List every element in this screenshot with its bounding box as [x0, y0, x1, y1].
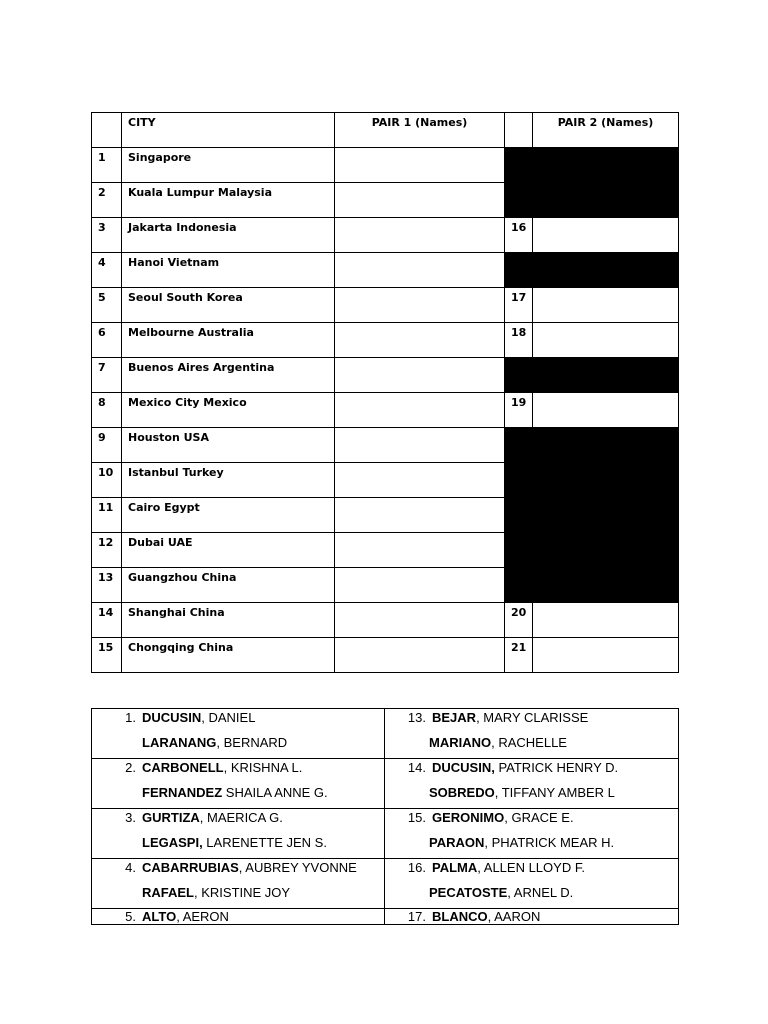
- pair-number: 4.: [125, 860, 136, 875]
- last-name: LARANANG: [142, 734, 217, 750]
- pair2-number-blocked: [505, 428, 533, 463]
- first-name: SHAILA ANNE G.: [222, 784, 328, 800]
- pair2-number-blocked: [505, 498, 533, 533]
- city-row-number: [92, 603, 122, 638]
- pair-member-b: [92, 784, 384, 809]
- pair1-names-cell: [335, 463, 505, 498]
- pair-number: 15.: [407, 810, 426, 825]
- pair2-number: [505, 323, 533, 358]
- first-name: PATRICK HENRY D.: [494, 760, 619, 775]
- city-row-number: [92, 148, 122, 183]
- city-row: [92, 253, 679, 288]
- pair2-number-text: 21: [511, 641, 527, 654]
- pair2-names-cell-blocked: [533, 463, 679, 498]
- city-name: [122, 148, 335, 183]
- pair2-number-text: [505, 148, 532, 151]
- first-name: , PHATRICK MEAR H.: [484, 834, 615, 850]
- last-name: SOBREDO: [429, 784, 495, 800]
- first-name: , AUBREY YVONNE: [238, 860, 357, 875]
- names-row: [92, 859, 679, 909]
- city-row-number: [92, 323, 122, 358]
- last-name: ALTO: [142, 909, 177, 924]
- city-name-text: Seoul South Korea: [128, 291, 243, 304]
- city-row-number-text: 15: [98, 641, 114, 654]
- pair2-number-text: [505, 253, 532, 256]
- pair2-number-text: [505, 498, 532, 501]
- city-row-number: [92, 568, 122, 603]
- pair2-names-cell-blocked: [533, 253, 679, 288]
- city-name: [122, 603, 335, 638]
- city-name-text: Dubai UAE: [128, 536, 193, 549]
- city-row-number-text: 10: [98, 466, 114, 479]
- city-row-number: [92, 288, 122, 323]
- pair1-names-cell: [335, 148, 505, 183]
- pair2-names-cell-blocked: [533, 183, 679, 218]
- pair2-names-cell: [533, 288, 679, 323]
- pair1-names-cell: [335, 358, 505, 393]
- pair2-number-text: [505, 568, 532, 571]
- first-name: , AARON: [487, 909, 541, 924]
- last-name: BLANCO: [432, 909, 488, 924]
- pair-number: 5.: [125, 909, 136, 924]
- city-assignment-table: [91, 112, 679, 673]
- city-row-number-text: 2: [98, 186, 106, 199]
- city-row-number-text: 13: [98, 571, 114, 584]
- header-pair2: PAIR 2 (Names): [533, 113, 679, 148]
- pair-member-b: [92, 884, 384, 909]
- first-name: , RACHELLE: [491, 734, 567, 750]
- pair-number: 13.: [407, 710, 426, 725]
- city-row: [92, 393, 679, 428]
- pair1-names-cell: [335, 638, 505, 673]
- city-row-number-text: 3: [98, 221, 106, 234]
- pair2-number-text: [505, 463, 532, 466]
- city-row-number-text: 5: [98, 291, 106, 304]
- city-row: [92, 638, 679, 673]
- pair-member-b: [92, 734, 384, 759]
- pair-member-a: [385, 859, 678, 884]
- pair2-number-text: 19: [511, 396, 527, 409]
- pair2-number-blocked: [505, 183, 533, 218]
- pair1-names-cell: [335, 253, 505, 288]
- pair2-names-cell: [533, 603, 679, 638]
- city-name: [122, 498, 335, 533]
- last-name: RAFAEL: [142, 884, 194, 900]
- pair-member-a: [92, 909, 384, 924]
- city-name-text: Guangzhou China: [128, 571, 237, 584]
- names-table: [91, 708, 679, 925]
- pair-member-a: [385, 909, 678, 924]
- city-name-text: Shanghai China: [128, 606, 225, 619]
- pair2-number-text: 16: [511, 221, 527, 234]
- first-name: , ALLEN LLOYD F.: [477, 860, 585, 875]
- city-name-text: Chongqing China: [128, 641, 234, 654]
- pair2-names-cell-blocked: [533, 533, 679, 568]
- city-name-text: Buenos Aires Argentina: [128, 361, 275, 374]
- city-name-text: Istanbul Turkey: [128, 466, 224, 479]
- city-row: [92, 603, 679, 638]
- pair-entry: [385, 709, 679, 759]
- names-row: [92, 909, 679, 925]
- last-name: BEJAR: [432, 710, 477, 725]
- pair1-names-cell: [335, 568, 505, 603]
- pair2-number: [505, 603, 533, 638]
- city-row: [92, 358, 679, 393]
- last-name: MARIANO: [429, 734, 492, 750]
- city-row: [92, 463, 679, 498]
- pair-entry: [92, 809, 385, 859]
- city-row-number-text: 9: [98, 431, 106, 444]
- pair1-names-cell: [335, 428, 505, 463]
- city-row-number-text: 8: [98, 396, 106, 409]
- first-name: , DANIEL: [201, 710, 256, 725]
- city-row-number: [92, 393, 122, 428]
- last-name: FERNANDEZ: [142, 784, 223, 800]
- pair2-number-text: 17: [511, 291, 527, 304]
- city-row-number-text: 6: [98, 326, 106, 339]
- pair2-names-cell-blocked: [533, 358, 679, 393]
- city-row-number-text: 4: [98, 256, 106, 269]
- city-row: [92, 498, 679, 533]
- city-row-number-text: 7: [98, 361, 106, 374]
- city-name: [122, 288, 335, 323]
- city-name: [122, 638, 335, 673]
- pair-number: 16.: [407, 860, 426, 875]
- city-row: [92, 568, 679, 603]
- first-name: , KRISHNA L.: [223, 760, 303, 775]
- city-row-number-text: 1: [98, 151, 106, 164]
- pair-member-a: [92, 709, 384, 734]
- first-name: , BERNARD: [216, 734, 288, 750]
- city-row: [92, 428, 679, 463]
- pair-entry: [92, 859, 385, 909]
- pair-entry: [92, 759, 385, 809]
- names-row: [92, 809, 679, 859]
- pair2-names-cell: [533, 638, 679, 673]
- last-name: LEGASPI,: [142, 834, 203, 850]
- pair-member-a: [92, 859, 384, 884]
- pair1-names-cell: [335, 183, 505, 218]
- pair2-names-cell: [533, 218, 679, 253]
- first-name: , MAERICA G.: [199, 810, 283, 825]
- city-row-number-text: 11: [98, 501, 114, 514]
- last-name: PECATOSTE: [429, 884, 508, 900]
- city-row: [92, 183, 679, 218]
- pair-entry: [92, 909, 385, 925]
- pair-member-a: [385, 709, 678, 734]
- cities-header-row: [92, 113, 679, 148]
- city-name-text: Singapore: [128, 151, 192, 164]
- city-row-number-text: 12: [98, 536, 114, 549]
- pair2-number-blocked: [505, 463, 533, 498]
- pair2-number-text: [505, 533, 532, 536]
- city-name: [122, 358, 335, 393]
- city-name: [122, 568, 335, 603]
- pair-member-a: [385, 759, 678, 784]
- header-city: CITY: [122, 113, 335, 148]
- pair-entry: [385, 809, 679, 859]
- pair-entry: [385, 759, 679, 809]
- pair2-number-text: 18: [511, 326, 527, 339]
- names-row: [92, 709, 679, 759]
- pair-member-b: [385, 784, 678, 809]
- city-name: [122, 393, 335, 428]
- last-name: GURTIZA: [142, 810, 200, 825]
- pair-number: 14.: [407, 760, 426, 775]
- city-row: [92, 323, 679, 358]
- city-name-text: Houston USA: [128, 431, 209, 444]
- pair1-names-cell: [335, 288, 505, 323]
- city-name: [122, 253, 335, 288]
- last-name: CABARRUBIAS: [142, 860, 239, 875]
- last-name: DUCUSIN,: [432, 760, 495, 775]
- pair-number: 17.: [407, 909, 426, 924]
- city-row-number-text: 14: [98, 606, 114, 619]
- pair-entry: [385, 909, 679, 925]
- city-row: [92, 533, 679, 568]
- pair-member-b: [385, 884, 678, 909]
- city-name: [122, 533, 335, 568]
- first-name: LARENETTE JEN S.: [202, 834, 327, 850]
- city-row: [92, 288, 679, 323]
- pair-number: 3.: [125, 810, 136, 825]
- pair-entry: [92, 709, 385, 759]
- last-name: PALMA: [432, 860, 478, 875]
- pair-member-b: [385, 734, 678, 759]
- city-name-text: Melbourne Australia: [128, 326, 254, 339]
- pair-entry: [385, 859, 679, 909]
- pair1-names-cell: [335, 498, 505, 533]
- pair2-number-blocked: [505, 148, 533, 183]
- pair-member-b: [385, 834, 678, 859]
- pair1-names-cell: [335, 533, 505, 568]
- pair1-names-cell: [335, 323, 505, 358]
- first-name: , KRISTINE JOY: [194, 884, 291, 900]
- city-row-number: [92, 498, 122, 533]
- city-name: [122, 218, 335, 253]
- city-name-text: Hanoi Vietnam: [128, 256, 220, 269]
- first-name: , MARY CLARISSE: [476, 710, 589, 725]
- pair2-names-cell-blocked: [533, 428, 679, 463]
- pair2-names-cell-blocked: [533, 498, 679, 533]
- pair2-number-blocked: [505, 533, 533, 568]
- last-name: DUCUSIN: [142, 710, 202, 725]
- pair1-names-cell: [335, 393, 505, 428]
- city-name-text: Mexico City Mexico: [128, 396, 247, 409]
- pair2-names-cell-blocked: [533, 148, 679, 183]
- last-name: GERONIMO: [432, 810, 505, 825]
- first-name: , GRACE E.: [504, 810, 574, 825]
- last-name: PARAON: [429, 834, 485, 850]
- city-name: [122, 463, 335, 498]
- pair-member-b: [92, 834, 384, 859]
- pair2-number: [505, 638, 533, 673]
- pair1-names-cell: [335, 603, 505, 638]
- header-number: [92, 113, 122, 148]
- city-name: [122, 183, 335, 218]
- city-row-number: [92, 183, 122, 218]
- pair2-names-cell-blocked: [533, 568, 679, 603]
- city-name-text: Kuala Lumpur Malaysia: [128, 186, 273, 199]
- pair2-number: [505, 218, 533, 253]
- first-name: , ARNEL D.: [507, 884, 574, 900]
- pair2-names-cell: [533, 393, 679, 428]
- city-row-number: [92, 253, 122, 288]
- city-row: [92, 148, 679, 183]
- first-name: , TIFFANY AMBER L: [494, 784, 615, 800]
- pair1-names-cell: [335, 218, 505, 253]
- pair-member-a: [385, 809, 678, 834]
- pair2-number-text: [505, 183, 532, 186]
- city-row-number: [92, 533, 122, 568]
- city-row-number: [92, 218, 122, 253]
- pair2-number-blocked: [505, 568, 533, 603]
- pair2-number-text: 20: [511, 606, 527, 619]
- pair-number: 1.: [125, 710, 136, 725]
- last-name: CARBONELL: [142, 760, 224, 775]
- pair2-names-cell: [533, 323, 679, 358]
- header-number-2: [505, 113, 533, 148]
- city-row-number: [92, 463, 122, 498]
- pair2-number-text: [505, 428, 532, 431]
- city-row-number: [92, 428, 122, 463]
- city-row-number: [92, 638, 122, 673]
- city-row: [92, 218, 679, 253]
- first-name: , AERON: [176, 909, 229, 924]
- pair2-number-blocked: [505, 253, 533, 288]
- header-pair1: PAIR 1 (Names): [335, 113, 505, 148]
- pair2-number-blocked: [505, 358, 533, 393]
- pair2-number: [505, 288, 533, 323]
- pair-number: 2.: [125, 760, 136, 775]
- city-name-text: Cairo Egypt: [128, 501, 200, 514]
- city-row-number: [92, 358, 122, 393]
- pair2-number: [505, 393, 533, 428]
- pair-member-a: [92, 759, 384, 784]
- pair-member-a: [92, 809, 384, 834]
- pair2-number-text: [505, 358, 532, 361]
- city-name: [122, 323, 335, 358]
- city-name: [122, 428, 335, 463]
- city-name-text: Jakarta Indonesia: [128, 221, 237, 234]
- names-row: [92, 759, 679, 809]
